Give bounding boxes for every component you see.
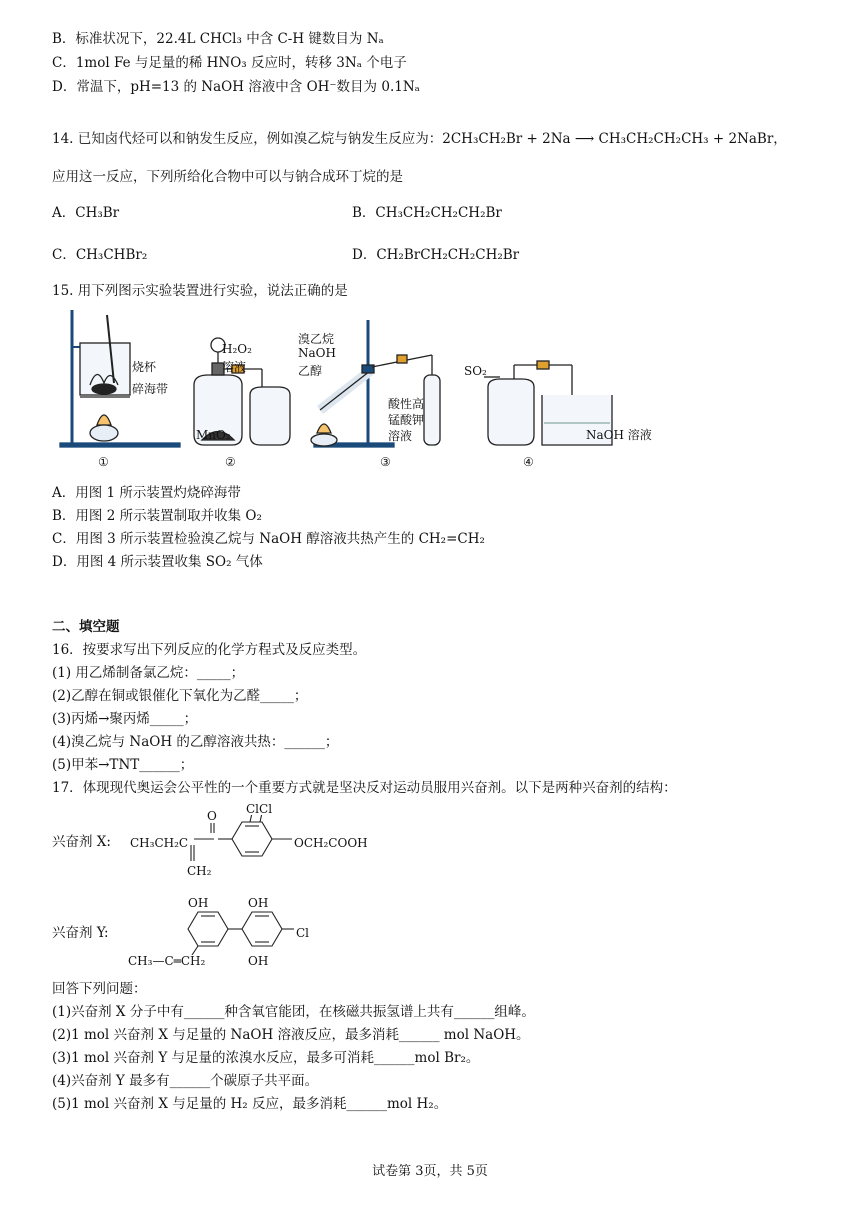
compound-y-structure [170, 905, 300, 955]
q13-option-c: C．1mol Fe 与足量的稀 HNO₃ 反应时，转移 3Nₐ 个电子 [52, 55, 407, 71]
page-footer: 试卷第 3页，共 5页 [372, 1164, 488, 1179]
q14-option-a: A．CH₃Br [52, 205, 120, 221]
q13-option-b: B．标准状况下，22.4L CHCl₃ 中含 C-H 键数目为 Nₐ [52, 31, 384, 47]
q17-question-4: (4)兴奋剂 Y 最多有______个碳原子共平面。 [52, 1073, 319, 1089]
q14-stem-2: 应用这一反应，下列所给化合物中可以与钠合成环丁烷的是 [52, 169, 403, 185]
q17-question-3: (3)1 mol 兴奋剂 Y 与足量的浓溴水反应，最多可消耗______mol Br₂。 [52, 1050, 480, 1066]
figure-1-beaker-apparatus [60, 310, 180, 447]
q16-item-2: (2)乙醇在铜或银催化下氧化为乙醛_____； [52, 688, 308, 704]
compound-y-label: 兴奋剂 Y: [52, 925, 109, 941]
fig3-kmno4-label-1: 酸性高 [388, 397, 425, 411]
q17-question-5: (5)1 mol 兴奋剂 X 与足量的 H₂ 反应，最多消耗______mol H₂。 [52, 1096, 448, 1112]
compound-x-label: 兴奋剂 X: [52, 834, 111, 850]
q16-item-3: (3)丙烯→聚丙烯_____； [52, 711, 198, 727]
q13-option-d: D．常温下，pH=13 的 NaOH 溶液中含 OH⁻数目为 0.1Nₐ [52, 79, 420, 95]
q15-stem: 15. 用下列图示实验装置进行实验，说法正确的是 [52, 283, 348, 299]
fig3-naoh-label: NaOH [298, 346, 336, 360]
compound-x-tail: OCH₂COOH [294, 836, 368, 850]
q17-answer-intro: 回答下列问题： [52, 981, 147, 997]
q16-stem: 16．按要求写出下列反应的化学方程式及反应类型。 [52, 642, 367, 658]
q16-item-1: (1) 用乙烯制备氯乙烷：_____； [52, 665, 245, 681]
fig2-mno2-label: MnO₂ [196, 428, 231, 442]
compound-y-chain: CH₃—C═CH₂ [128, 954, 206, 968]
compound-y-oh-3: OH [248, 954, 269, 968]
compound-x-structure [180, 815, 300, 870]
q15-option-a: A．用图 1 所示装置灼烧碎海带 [52, 485, 241, 501]
q14-stem: 14. 已知卤代烃可以和钠发生反应，例如溴乙烷与钠发生反应为：2CH₃CH₂Br + 2Na ⟶ CH₃CH₂CH₂CH₃ + 2NaBr， [52, 131, 787, 147]
fig2-number: ② [225, 455, 236, 469]
q15-option-d: D．用图 4 所示装置收集 SO₂ 气体 [52, 554, 263, 570]
q17-question-1: (1)兴奋剂 X 分子中有______种含氧官能团，在核磁共振氢谱上共有______组峰。 [52, 1004, 535, 1020]
section-title: 二、填空题 [52, 619, 120, 635]
q16-item-4: (4)溴乙烷与 NaOH 的乙醇溶液共热：______； [52, 734, 339, 750]
q15-option-c: C．用图 3 所示装置检验溴乙烷与 NaOH 醇溶液共热产生的 CH₂=CH₂ [52, 531, 485, 547]
compound-x-clcl: ClCl [246, 802, 273, 816]
fig3-bromoethane-label: 溴乙烷 [298, 332, 335, 346]
compound-x-ch2: CH₂ [187, 864, 212, 878]
q14-option-d: D．CH₂BrCH₂CH₂CH₂Br [352, 247, 520, 263]
q14-option-c: C．CH₃CHBr₂ [52, 247, 148, 263]
compound-y-oh-1: OH [188, 896, 209, 910]
fig1-number: ① [98, 455, 109, 469]
compound-y-cl: Cl [296, 926, 310, 940]
q14-option-b: B．CH₃CH₂CH₂CH₂Br [352, 205, 502, 221]
compound-x-carbonyl-o: O [207, 809, 217, 823]
q15-option-b: B．用图 2 所示装置制取并收集 O₂ [52, 508, 262, 524]
compound-x-chain: CH₃CH₂C [130, 836, 189, 850]
fig3-number: ③ [380, 455, 391, 469]
q17-question-2: (2)1 mol 兴奋剂 X 与足量的 NaOH 溶液反应，最多消耗______ mol NaOH。 [52, 1027, 530, 1043]
compound-y-oh-2: OH [248, 896, 269, 910]
fig2-solution-label: 溶液 [222, 360, 247, 374]
fig3-ethanol-label: 乙醇 [298, 364, 323, 378]
fig3-kmno4-label-2: 锰酸钾 [388, 413, 425, 427]
fig4-naoh-label: NaOH 溶液 [586, 428, 652, 442]
fig3-kmno4-label-3: 溶液 [388, 429, 413, 443]
fig1-seaweed-label: 碎海带 [132, 382, 169, 396]
q16-item-5: (5)甲苯→TNT______； [52, 757, 194, 773]
fig1-beaker-label: 烧杯 [132, 360, 157, 374]
fig2-h2o2-label: H₂O₂ [222, 342, 252, 356]
fig4-number: ④ [523, 455, 534, 469]
q17-stem: 17．体现现代奥运会公平性的一个重要方式就是坚决反对运动员服用兴奋剂。以下是两种兴奋剂的结构： [52, 780, 677, 796]
fig4-so2-label: SO₂ [464, 364, 487, 378]
